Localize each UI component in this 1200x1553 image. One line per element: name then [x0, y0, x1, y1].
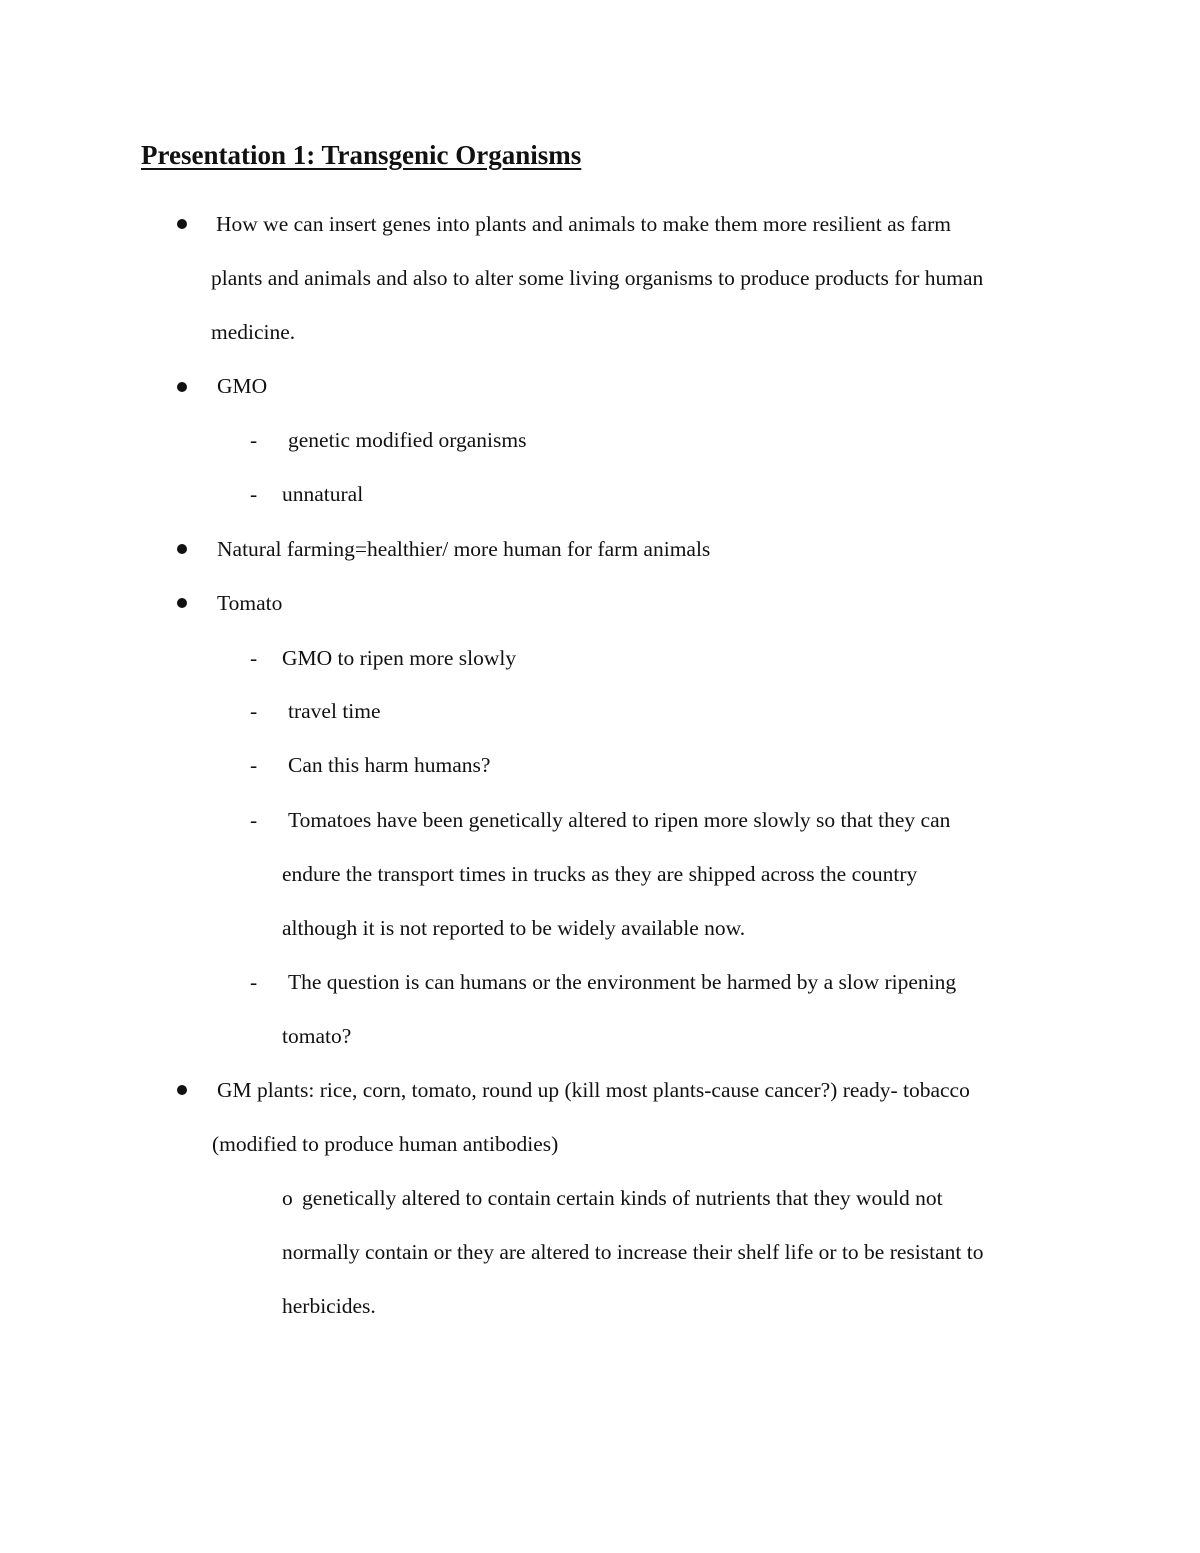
bullet-2-sub-2: unnatural: [282, 482, 364, 506]
bullet-5-line-2: (modified to produce human antibodies): [212, 1132, 559, 1156]
dash-marker: -: [250, 970, 258, 994]
bullet-dot: [177, 219, 187, 229]
bullet-2-label: GMO: [217, 374, 268, 398]
bullet-4-sub-4-line-1: Tomatoes have been genetically altered to ripen more slowly so that they can: [288, 808, 951, 832]
bullet-dot: [177, 382, 187, 392]
bullet-5-line-1: GM plants: rice, corn, tomato, round up (kill most plants-cause cancer?) ready- tobacco: [217, 1078, 970, 1102]
bullet-1-line-3: medicine.: [211, 320, 296, 344]
bullet-5-sub-1-line-2: normally contain or they are altered to increase their shelf life or to be resistant to: [282, 1240, 984, 1264]
dash-marker: -: [250, 699, 258, 723]
sub-bullet-marker: o: [282, 1186, 293, 1210]
bullet-1-line-1: How we can insert genes into plants and animals to make them more resilient as farm: [216, 212, 951, 236]
bullet-dot: [177, 544, 187, 554]
bullet-4-sub-2: travel time: [288, 699, 381, 723]
bullet-3-label: Natural farming=healthier/ more human for farm animals: [217, 537, 711, 561]
bullet-4-label: Tomato: [217, 591, 283, 615]
bullet-4-sub-4-line-3: although it is not reported to be widely available now.: [282, 916, 746, 940]
bullet-4-sub-5-line-1: The question is can humans or the environment be harmed by a slow ripening: [288, 970, 957, 994]
dash-marker: -: [250, 428, 258, 452]
bullet-4-sub-5-line-2: tomato?: [282, 1024, 352, 1048]
dash-marker: -: [250, 753, 258, 777]
page-title: Presentation 1: Transgenic Organisms: [141, 140, 582, 170]
bullet-dot: [177, 1085, 187, 1095]
dash-marker: -: [250, 482, 258, 506]
bullet-4-sub-4-line-2: endure the transport times in trucks as they are shipped across the country: [282, 862, 918, 886]
bullet-4-sub-3: Can this harm humans?: [288, 753, 491, 777]
bullet-4-sub-1: GMO to ripen more slowly: [282, 646, 517, 670]
bullet-2-sub-1: genetic modified organisms: [288, 428, 527, 452]
bullet-dot: [177, 598, 187, 608]
dash-marker: -: [250, 808, 258, 832]
bullet-5-sub-1-line-3: herbicides.: [282, 1294, 376, 1318]
bullet-5-sub-1-line-1: genetically altered to contain certain kinds of nutrients that they would not: [302, 1186, 943, 1210]
bullet-1-line-2: plants and animals and also to alter some living organisms to produce products for human: [211, 266, 984, 290]
dash-marker: -: [250, 646, 258, 670]
